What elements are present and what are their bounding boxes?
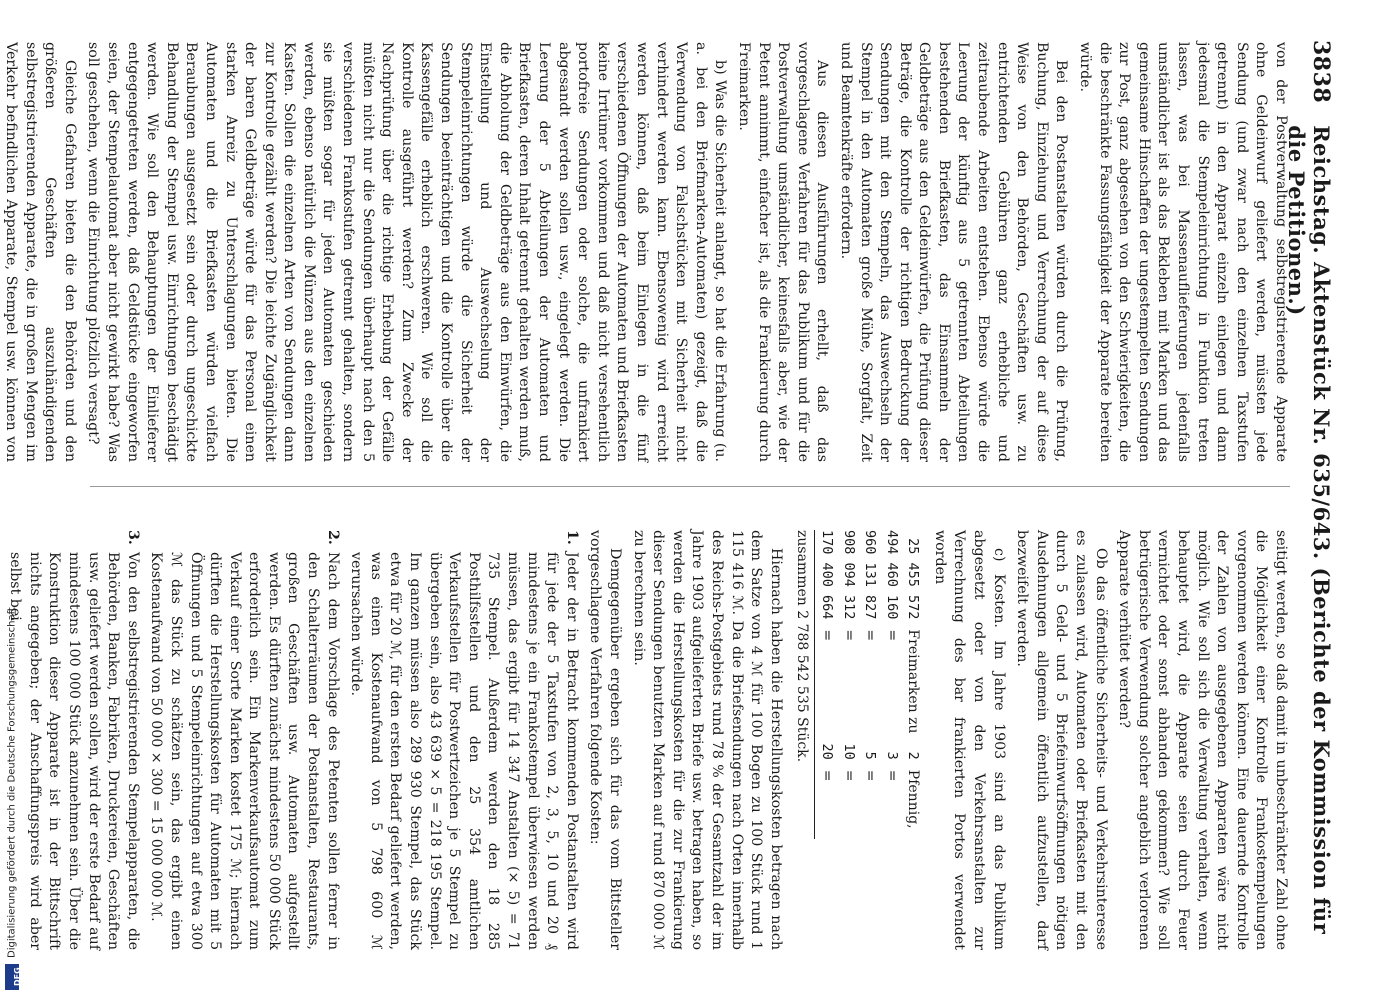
paragraph: b) Was die Sicherheit anlangt, so hat die Erfahrung (u. a. bei den Briefmarken-Automaten) gezeigt, daß die Verwendung von Falschstücken mit Sicherheit nicht verhindert werden kann. Ebensowenig wird erreicht werden können, daß beim Einlegen in die fünf verschiedenen Öffnungen der Automaten und Briefkasten keine Irrtümer vorkommen und daß nicht versehentlich portofreie Sendungen oder solche, die unfrankiert abgesandt werden sollen usw., eingelegt werden. Die Leerung der 5 Abteilungen der Automaten und Briefkasten, deren Inhalt getrennt gehalten werden muß, die Abholung der Geldbeträge aus den Einwürfen, die Einstellung und Auswechselung der Stempeleinrichtungen würde die Sicherheit der Sendungen beeinträchtigen und die Kontrolle über die Kassengefälle erheblich erschweren. Wie soll die Kontrolle ausgeführt werden? Zum Zwecke der Nachprüfung über die richtige Erhebung der Gefälle müßten nicht nur die Sendungen überhaupt nach den 5 verschiedenen Frankostufen getrennt gehalten, sondern sie müßten sogar für jeden Automaten geschieden werden, ebenso natürlich die Münzen aus den einzelnen Kasten. Sollen die einzelnen Arten von Sendungen dann zur Kontrolle gezählt werden? Die leichte Zugänglichkeit der baren Geldbeträge würde für das Personal einen starken Anreiz zu Unterschlagungen bieten. Die Automaten und die Briefkasten würden vielfach Beraubungen ausgesetzt sein oder durch ungeschickte Behandlung der Stempel usw. Einrichtungen beschädigt werden. Wie soll den Behauptungen der Einlieferer entgegengetreten werden, daß Geldstücke eingeworfen seien, der Stempelautomat aber nicht gewirkt habe? Was soll geschehen, wenn die Einrichtung plötzlich versagt? bbox=[84, 42, 728, 462]
table-row bbox=[880, 530, 902, 839]
paragraph: Demgegenüber ergeben sich für das vom Bittsteller vorgeschlagene Verfahren folgende Kosten: bbox=[586, 530, 623, 950]
stat-label: = bbox=[861, 629, 878, 642]
stat-unit: Pfennig, bbox=[904, 769, 921, 829]
list-text: Jeder der in Betracht kommenden Postanstalten wird für jede der 5 Taxstufen von 2, 3, 5, 10 und 20 ₰ mindestens je ein Frankostempel überwiesen werden müssen, das ergibt für 14 347 Anstalten (× 5) = 71 735 Stempel. Außerdem werden den 18 285 Posthilfsstellen und den 25 354 amtlichen Verkaufsstellen für Postwertzeichen je 5 Stempel zu übergeben sein, also 43 639 × 5 = 218 195 Stempel. Im ganzen müssen also 289 930 Stempel, das Stück etwa für 20 ℳ, für den ersten Bedarf geliefert werden, was einen Kostenaufwand von 5 798 600 ℳ verursachen würde. bbox=[347, 552, 580, 950]
table-row bbox=[858, 530, 880, 839]
left-column bbox=[2, 42, 1290, 462]
stat-value: 2 bbox=[904, 751, 921, 760]
column-divider bbox=[90, 486, 1290, 487]
stat-total: zusammen 2 788 542 535 Stück. bbox=[790, 530, 814, 839]
credit-text: Digitalisierung gefördert durch die Deutsche Forschungsgemeinschaft bbox=[6, 607, 18, 958]
stat-label: = bbox=[818, 629, 835, 642]
list-item bbox=[145, 530, 341, 950]
stat-label: Freimarken zu bbox=[904, 629, 921, 734]
paragraph: c) Kosten. Im Jahre 1903 sind an das Publikum abgesetzt oder von den Verkehrsanstalten zur Verrechnung des bar frankierten Portos verwendet worden bbox=[931, 530, 1007, 950]
list-text: Nach dem Vorschlage des Petenten sollen ferner in den Schalterräumen der Postanstalten, Restaurants, großen Geschäften usw. Automaten aufgestellt werden. Es dürften zunächst mindestens 50 000 Stück erforderlich sein. Ein Markenverkaufsautomat zum Verkauf einer Sorte Marken kostet 175 ℳ; hiernach dürften die Herstellungskosten für Automaten mit 5 Öffnungen und 5 Stempeleinrichtungen auf etwa 300 ℳ das Stück zu schätzen sein, das ergibt einen Kostenaufwand von 50 000 × 300 = 15 000 000 ℳ. bbox=[147, 552, 341, 950]
stat-value: 10 bbox=[840, 743, 857, 760]
page-number: 3838 bbox=[1307, 40, 1334, 104]
stat-count: 908 094 312 bbox=[840, 530, 857, 620]
stat-value: 20 bbox=[818, 743, 835, 760]
list-number: 3. bbox=[124, 530, 141, 545]
stat-label: = bbox=[883, 629, 900, 642]
digitization-credit bbox=[2, 600, 22, 990]
table-row bbox=[901, 530, 923, 839]
cost-list bbox=[4, 530, 580, 950]
list-number: 2. bbox=[324, 530, 341, 545]
paragraph: von der Postverwaltung selbstregistrierende Apparate ohne Geldeinwurf geliefert werden, müssten jede Sendung (und zwar nach den einzelnen Taxstufen getrennt) in den Apparat einzeln einlegen und dann jedesmal die Stempeleinrichtung in Funktion treten lassen, was bei Massenauflieferungen jedenfalls umständlicher ist als das Bekleben mit Marken und das gemeinsame Hinschaffen der ungestempelten Sendungen zur Post, ganz abgesehen von den Schwierigkeiten, die die beschränkte Fassungsfähigkeit der Apparate bereiten würde. bbox=[1076, 42, 1289, 462]
stat-count: 25 455 572 bbox=[904, 538, 921, 620]
table-row bbox=[836, 530, 858, 839]
stat-unit: = bbox=[861, 769, 878, 782]
stat-label: = bbox=[840, 629, 857, 642]
dfg-logo-icon: DFG bbox=[5, 964, 19, 990]
list-item bbox=[4, 530, 141, 950]
list-item bbox=[345, 530, 580, 950]
page-title: Reichstag. Aktenstück Nr. 635/643. (Berichte der Kommission für die Petitionen.) bbox=[1283, 125, 1334, 935]
stat-unit: = bbox=[840, 769, 857, 782]
stat-count: 170 400 664 bbox=[818, 530, 835, 620]
paragraph: Hiernach haben die Herstellungskosten betragen nach dem Satze von 4 ℳ für 100 Bogen zu 100 Stück rund 1 115 416 ℳ. Da die Briefsendungen nach Orten innerhalb des Reichs-Postgebiets rund 78 % der Gesamtzahl der im Jahre 1903 aufgelieferten Briefe usw. betragen haben, so werden die Herstellungskosten für die zur Frankierung dieser Sendungen benutzten Marken auf rund 870 000 ℳ zu berechnen sein. bbox=[630, 530, 784, 950]
list-number: 1. bbox=[563, 530, 580, 545]
stat-value: 5 bbox=[861, 751, 878, 760]
stat-value: 3 bbox=[883, 751, 900, 760]
page-header bbox=[1283, 40, 1334, 960]
paragraph: Bei den Postanstalten würden durch die Prüfung, Buchung, Einziehung und Verrechnung der auf diese Weise von den Behörden, Geschäften usw. zu entrichtenden Gebühren ganz erhebliche und zeitraubende Arbeiten entstehen. Ebenso würde die Leerung der künftig aus 5 getrennten Abteilungen bestehenden Briefkasten, das Einsammeln der Geldbeträge aus den Geldeinwürfen, die Prüfung dieser Beträge, die Kontrolle der richtigen Bedruckung der Sendungen mit den Stempeln, das Auswechseln der Stempel in den Automaten große Mühe, Sorgfalt, Zeit und Beamtenkräfte erfordern. bbox=[837, 42, 1069, 462]
list-text: Von den selbstregistrierenden Stempelapparaten, die Behörden, Banken, Fabriken, Druckereien, Geschäften usw. geliefert werden sollen, wird der erste Bedarf auf mindestens 100 000 Stück anzunehmen sein. Über die Konstruktion dieser Apparate ist in der Bittschrift nichts angegeben; der Anschaffungspreis wird aber selbst bei bbox=[6, 552, 141, 950]
paragraph: Gleiche Gefahren bieten die den Behörden und den größeren Geschäften auszuhändigenden selbstregistrierenden Apparate, die in großen Mengen im Verkehr befindlichen Apparate, Stempel usw. können von bbox=[2, 42, 78, 462]
table-row bbox=[814, 530, 836, 839]
paragraph: Ob das öffentliche Sicherheits- und Verkehrsinteresse es zulassen wird, Automaten oder Briefkasten mit den durch 5 Geld- und 5 Briefeinwurfsöffnungen nötigen Ausdehnungen allgemein öffentlich aufzustellen, darf bezweifelt werden. bbox=[1013, 530, 1109, 950]
stat-unit: = bbox=[818, 769, 835, 782]
stat-count: 494 460 160 bbox=[883, 530, 900, 620]
stat-count: 960 131 827 bbox=[861, 530, 878, 620]
stat-unit: = bbox=[883, 769, 900, 782]
paragraph: seitigt werden, so daß damit in unbeschränkter Zahl ohne die Möglichkeit einer Kontrolle Frankostempelungen vorgenommen werden können. Eine dauernde Kontrolle der Zahlen von ausgegebenen Apparaten wäre nicht möglich. Wie soll sich die Verwaltung verhalten, wenn behauptet wird, die Apparate seien durch Feuer vernichtet oder sonst abhanden gekommen? Wie soll betrügerische Verwendung solcher angeblich verlorenen Apparate verhütet werden? bbox=[1115, 530, 1289, 950]
table-total-row bbox=[790, 530, 814, 839]
paragraph: Aus diesen Ausführungen erhellt, daß das vorgeschlagene Verfahren für das Publikum und für die Postverwaltung umständlicher, keinesfalls aber, wie der Petent annimmt, einfacher ist, als die Frankierung durch Freimarken. bbox=[735, 42, 830, 462]
stamp-statistics-table bbox=[790, 530, 923, 839]
